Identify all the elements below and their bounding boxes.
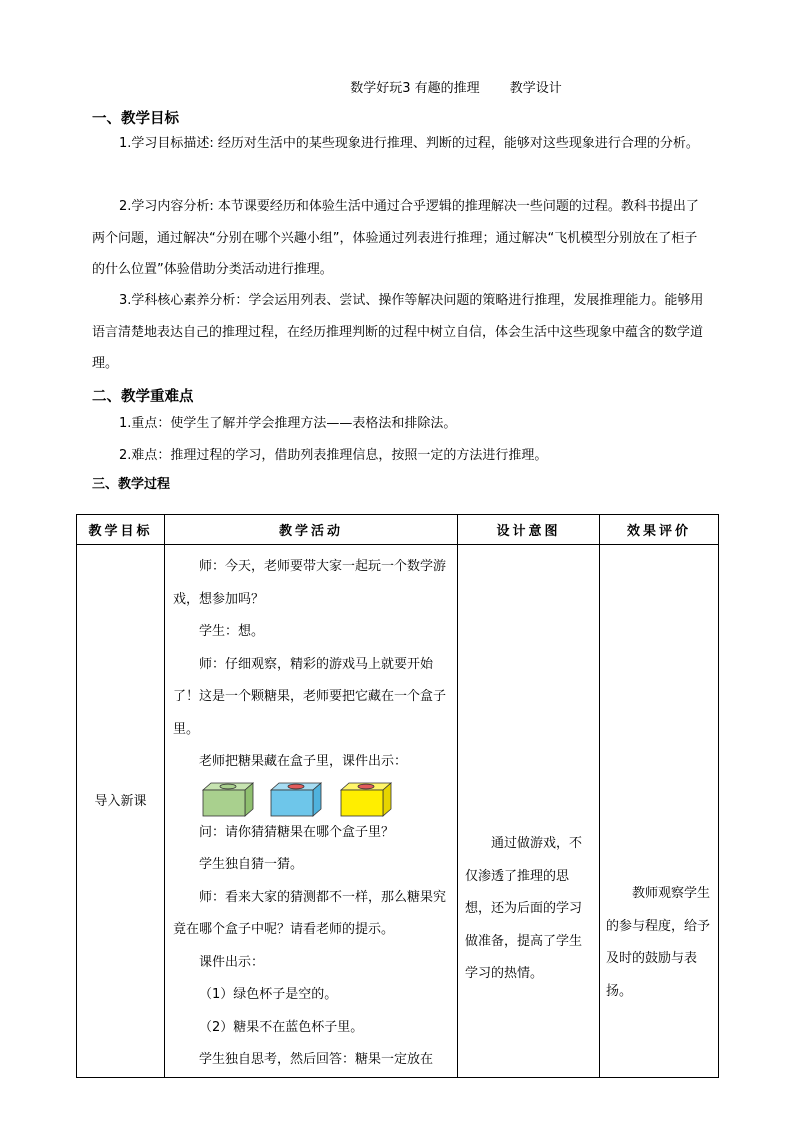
title-main: 数学好玩3 有趣的推理: [350, 81, 480, 96]
activity-line: 师：看来大家的猜测都不一样，那么糖果究竟在哪个盒子中呢？请看老师的提示。: [173, 889, 447, 937]
yellow-box: [341, 783, 391, 816]
header-activity: 教学活动: [165, 515, 458, 545]
header-intent: 设计意图: [458, 515, 600, 545]
activity-line: 课件出示：: [199, 954, 265, 970]
evaluation-cell: [600, 545, 719, 1078]
teaching-process-table: [76, 514, 719, 1078]
section-heading-goals: 一、教学目标: [92, 111, 179, 127]
header-evaluation: 效果评价: [600, 515, 719, 545]
goal-item-1: 1.学习目标描述: 经历对生活中的某些现象进行推理、判断的过程，能够对这些现象进行合理的分析。: [119, 136, 699, 151]
activity-line: 学生独自思考，然后回答：糖果一定放在: [199, 1052, 434, 1067]
activity-cell: [165, 545, 458, 1078]
stage-label: 导入新课: [94, 794, 147, 809]
keypoint-item-1: 1.重点：使学生了解并学会推理方法——表格法和排除法。: [119, 416, 457, 431]
green-box: [203, 783, 253, 816]
section-heading-keypoints: 二、教学重难点: [92, 389, 194, 405]
section-heading-process: 三、教学过程: [92, 477, 171, 492]
header-goal: 教学目标: [77, 515, 165, 545]
activity-line: 学生独自猜一猜。: [199, 857, 304, 872]
boxes-svg: [199, 781, 399, 821]
activity-line: 学生：想。: [199, 624, 265, 639]
table-row: [77, 545, 719, 1078]
document-title: [0, 77, 794, 96]
activity-line: 问：请你猜猜糖果在哪个盒子里？: [199, 824, 395, 840]
activity-line: 师：今天，老师要带大家一起玩一个数学游戏，想参加吗？: [173, 559, 447, 607]
activity-line: （2）糖果不在蓝色杯子里。: [199, 1019, 364, 1035]
activity-line: （1）绿色杯子是空的。: [199, 987, 338, 1002]
goal-item-2: 2.学习内容分析: 本节课要经历和体验生活中通过合乎逻辑的推理解决一些问题的过程。教科书提出了两个问题，通过解决“分别在哪个兴趣小组”，体验通过列表进行推理；通过解决“飞机模型分别放在了柜子的什么位置”体验借助分类活动进行推理。: [92, 199, 699, 277]
candy-boxes-illustration: [199, 779, 451, 829]
intent-text: 通过做游戏，不仅渗透了推理的思想，还为后面的学习做准备，提高了学生学习的热情。: [465, 836, 583, 981]
blue-box: [271, 783, 321, 816]
keypoint-item-2: 2.难点：推理过程的学习，借助列表推理信息，按照一定的方法进行推理。: [119, 448, 548, 463]
table-header-row: [77, 515, 719, 545]
activity-line: 老师把糖果藏在盒子里，课件出示：: [199, 754, 408, 769]
goal-item-3: 3.学科核心素养分析：学会运用列表、尝试、操作等解决问题的策略进行推理，发展推理能力。能够用语言清楚地表达自己的推理过程，在经历推理判断的过程中树立自信，体会生活中这些现象中蕴含的数学道理。: [92, 293, 704, 371]
evaluation-text: 教师观察学生的参与程度，给予及时的鼓励与表扬。: [606, 886, 711, 999]
intent-cell: [458, 545, 600, 1078]
activity-line: 师：仔细观察，精彩的游戏马上就要开始了！这是一个颗糖果，老师要把它藏在一个盒子里。: [173, 656, 447, 737]
stage-cell: [77, 545, 165, 1078]
title-sub: 教学设计: [509, 81, 562, 96]
